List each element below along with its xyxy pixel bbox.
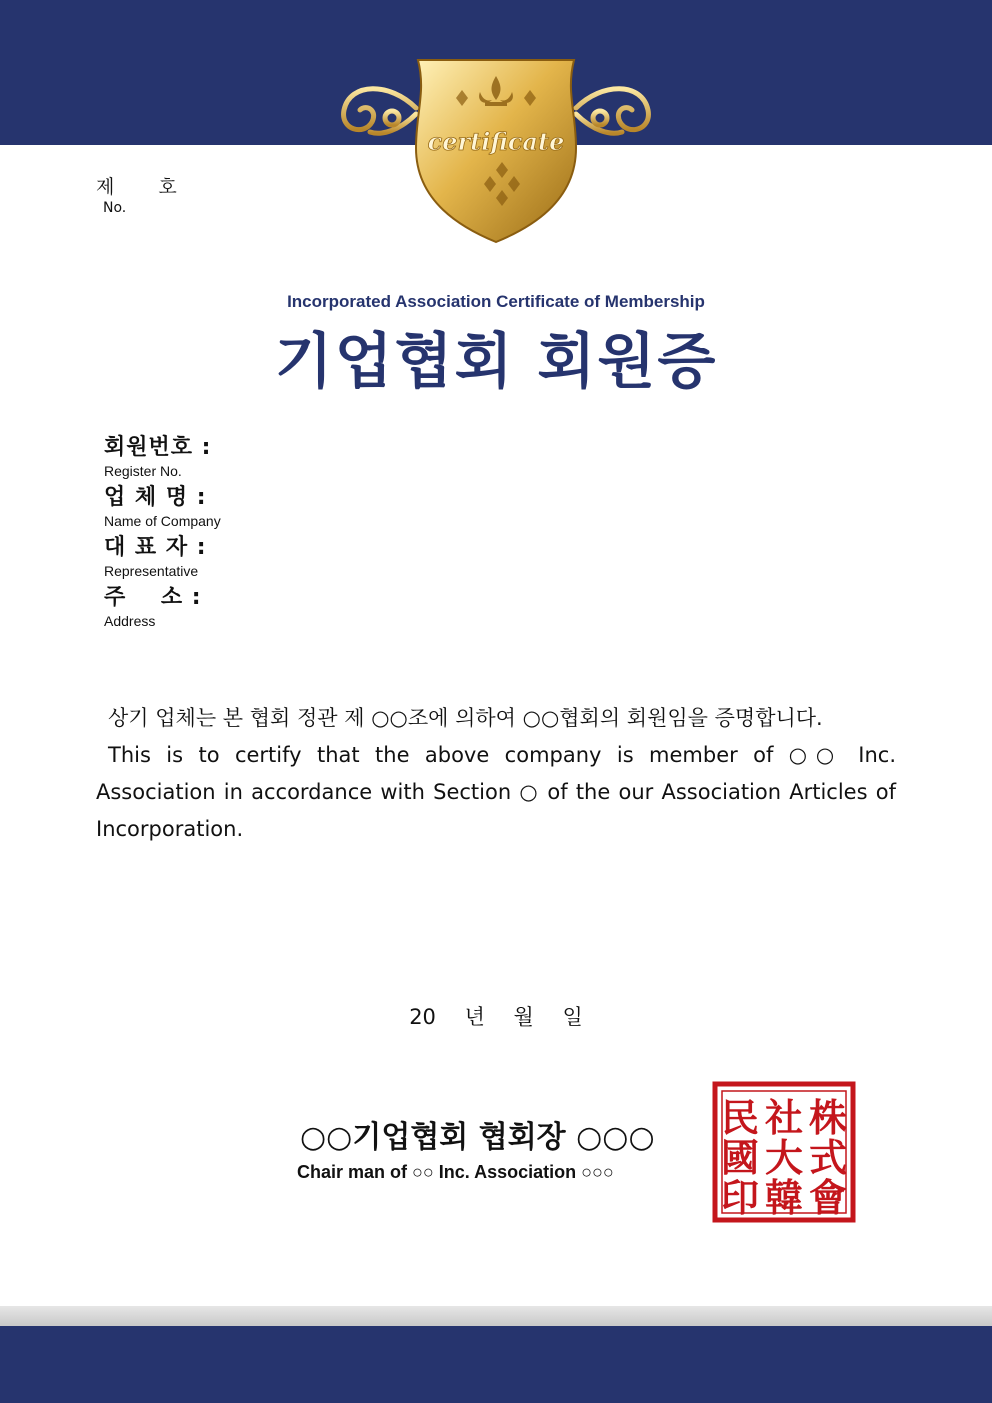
certificate-emblem xyxy=(330,52,662,247)
seal-char: 式 xyxy=(808,1135,848,1180)
signature-korean: ○○기업협회 협회장 ○○○ xyxy=(300,1120,655,1155)
right-scroll-ornament xyxy=(576,89,648,133)
footer-band xyxy=(0,1326,992,1403)
field-register-no: 회원번호 : Register No. xyxy=(104,435,212,479)
number-label-korean: 제 호 xyxy=(96,176,177,198)
field-company-name: 업 체 명 : Name of Company xyxy=(104,485,221,529)
seal-char: 社 xyxy=(764,1095,804,1140)
seal-char: 會 xyxy=(808,1175,848,1220)
statement-english: This is to certify that the above company is member of ○○ Inc. Association in accordance with Section ○ of the our Association Articles of Incorporation. xyxy=(96,743,896,841)
seal-char: 韓 xyxy=(764,1175,804,1220)
seal-char: 國 xyxy=(720,1135,760,1180)
english-title: Incorporated Association Certificate of Membership xyxy=(287,292,705,311)
certification-statement xyxy=(96,700,896,848)
signature-english: Chair man of ○○ Inc. Association ○○○ xyxy=(297,1162,614,1182)
issue-date: 20 년 월 일 xyxy=(409,1005,583,1029)
statement-korean: 상기 업체는 본 협회 정관 제 ○○조에 의하여 ○○협회의 회원임을 증명합니다. xyxy=(108,706,823,730)
seal-char: 民 xyxy=(720,1095,760,1140)
emblem-label: certificate xyxy=(427,127,565,156)
seal-char: 印 xyxy=(720,1175,760,1220)
page-title: 기업협회 회원증 xyxy=(274,327,718,397)
field-address: 주 소 : Address xyxy=(104,585,202,629)
footer-stripe xyxy=(0,1306,992,1326)
number-label-english: No. xyxy=(103,200,127,216)
left-scroll-ornament xyxy=(344,89,416,133)
seal-char: 株 xyxy=(808,1095,848,1140)
seal-char: 大 xyxy=(764,1135,804,1180)
official-seal-stamp xyxy=(712,1081,856,1223)
field-representative: 대 표 자 : Representative xyxy=(104,535,207,579)
